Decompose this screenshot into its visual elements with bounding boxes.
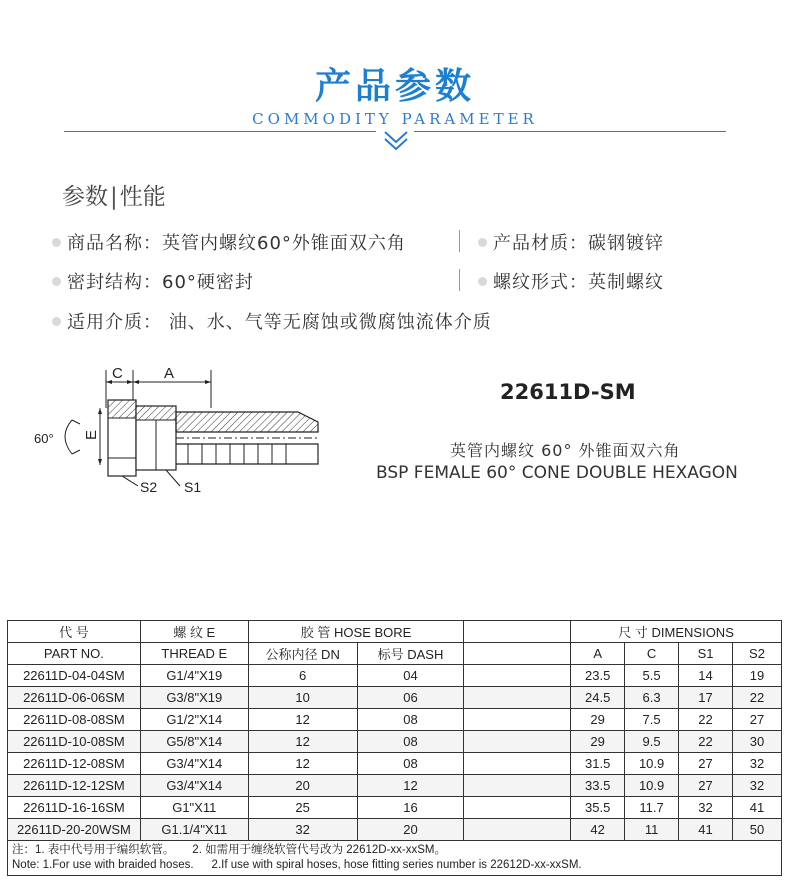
table-row [8, 819, 782, 841]
fitting-technical-drawing [28, 360, 338, 500]
header-blank [464, 643, 571, 665]
dim-label-c: C [112, 365, 123, 382]
cell-thread: G1/4"X19 [140, 665, 248, 687]
cell-a: 24.5 [571, 687, 625, 709]
dim-label-s1: S1 [184, 479, 202, 495]
param-thread-form-text: 螺纹形式：英制螺纹 [493, 272, 664, 293]
table-row [8, 687, 782, 709]
cell-blank [464, 753, 571, 775]
section-title-params: 参数 [62, 184, 108, 210]
header-code: 代 号 [8, 621, 141, 643]
cell-part: 22611D-08-08SM [8, 709, 141, 731]
cell-c: 9.5 [625, 731, 679, 753]
param-seal-text: 密封结构：60°硬密封 [67, 272, 254, 293]
params-section-title [62, 178, 166, 211]
header-s1: S1 [679, 643, 733, 665]
header-hose-bore: 胶 管 HOSE BORE [248, 621, 464, 643]
product-name-en: BSP FEMALE 60° CONE DOUBLE HEXAGON [376, 463, 738, 483]
table-notes [8, 841, 782, 876]
header-c: C [625, 643, 679, 665]
cell-dash: 08 [357, 731, 464, 753]
cell-dn: 20 [248, 775, 357, 797]
cell-part: 22611D-06-06SM [8, 687, 141, 709]
header-dash: 标号 DASH [357, 643, 464, 665]
cell-dn: 25 [248, 797, 357, 819]
page-title: 产品参数 [314, 66, 475, 107]
header-dn: 公称内径 DN [248, 643, 357, 665]
header-a: A [571, 643, 625, 665]
table-notes-row [8, 841, 782, 876]
param-material-text: 产品材质：碳钢镀锌 [493, 233, 664, 254]
cell-blank [464, 709, 571, 731]
cell-s2: 32 [732, 775, 781, 797]
cell-a: 29 [571, 709, 625, 731]
cell-blank [464, 665, 571, 687]
notes-line-cn [12, 843, 781, 858]
dimensions-table [7, 620, 782, 876]
cell-dn: 12 [248, 709, 357, 731]
param-product-name [52, 229, 406, 255]
param-medium [52, 308, 492, 334]
cell-dn: 12 [248, 753, 357, 775]
cell-thread: G5/8"X14 [140, 731, 248, 753]
cell-s2: 50 [732, 819, 781, 841]
param-product-name-text: 商品名称：英管内螺纹60°外锥面双六角 [67, 233, 406, 254]
cell-c: 7.5 [625, 709, 679, 731]
table-row [8, 775, 782, 797]
product-name-cn: 英管内螺纹 60° 外锥面双六角 [450, 441, 681, 460]
cell-s1: 27 [679, 753, 733, 775]
cell-dash: 20 [357, 819, 464, 841]
cell-blank [464, 819, 571, 841]
cell-s1: 41 [679, 819, 733, 841]
header-part-no: PART NO. [8, 643, 141, 665]
notes-line-en [12, 858, 781, 873]
cell-blank [464, 731, 571, 753]
cell-dash: 08 [357, 709, 464, 731]
cell-a: 35.5 [571, 797, 625, 819]
dim-label-s2: S2 [140, 479, 158, 495]
param-divider [459, 230, 460, 252]
note-en-1: Note: 1.For use with braided hoses. [12, 859, 194, 871]
cell-blank [464, 797, 571, 819]
cell-s2: 30 [732, 731, 781, 753]
param-thread-form [478, 268, 664, 294]
cell-blank [464, 775, 571, 797]
dim-label-e: E [83, 429, 100, 440]
cell-part: 22611D-16-16SM [8, 797, 141, 819]
cell-c: 6.3 [625, 687, 679, 709]
cell-thread: G3/4"X14 [140, 753, 248, 775]
cell-dn: 32 [248, 819, 357, 841]
cell-part: 22611D-12-08SM [8, 753, 141, 775]
note-cn-1: 注：1. 表中代号用于编织软管。 [12, 844, 175, 856]
cell-a: 31.5 [571, 753, 625, 775]
note-en-2: 2.If use with spiral hoses, hose fitting series number is 22612D-xx-xxSM. [211, 859, 582, 871]
cell-dash: 08 [357, 753, 464, 775]
header-blank [464, 621, 571, 643]
table-row [8, 753, 782, 775]
note-cn-2: 2. 如需用于缠绕软管代号改为 22612D-xx-xxSM。 [192, 844, 446, 856]
cell-dash: 12 [357, 775, 464, 797]
cell-thread: G3/8"X19 [140, 687, 248, 709]
dim-label-angle: 60° [34, 431, 54, 446]
cell-dn: 12 [248, 731, 357, 753]
section-title-separator: | [110, 184, 118, 210]
cell-c: 11 [625, 819, 679, 841]
cell-thread: G1.1/4"X11 [140, 819, 248, 841]
section-title-performance: 性能 [119, 184, 166, 210]
table-header-row [8, 621, 782, 643]
product-code: 22611D-SM [500, 380, 636, 404]
cell-a: 29 [571, 731, 625, 753]
param-divider [459, 269, 460, 291]
header-dimensions: 尺 寸 DIMENSIONS [571, 621, 782, 643]
cell-part: 22611D-20-20WSM [8, 819, 141, 841]
bullet-icon [52, 317, 61, 326]
bullet-icon [478, 277, 487, 286]
cell-dn: 10 [248, 687, 357, 709]
cell-s1: 27 [679, 775, 733, 797]
cell-thread: G1/2"X14 [140, 709, 248, 731]
table-row [8, 731, 782, 753]
table-row [8, 709, 782, 731]
cell-s2: 19 [732, 665, 781, 687]
header-thread-e: THREAD E [140, 643, 248, 665]
cell-a: 33.5 [571, 775, 625, 797]
cell-dash: 16 [357, 797, 464, 819]
cell-c: 10.9 [625, 753, 679, 775]
header-s2: S2 [732, 643, 781, 665]
chevron-down-icon [382, 129, 410, 153]
bullet-icon [52, 238, 61, 247]
cell-thread: G1"X11 [140, 797, 248, 819]
bullet-icon [478, 238, 487, 247]
cell-s1: 32 [679, 797, 733, 819]
cell-dash: 06 [357, 687, 464, 709]
cell-part: 22611D-04-04SM [8, 665, 141, 687]
cell-c: 11.7 [625, 797, 679, 819]
cell-s2: 27 [732, 709, 781, 731]
cell-s1: 22 [679, 731, 733, 753]
table-row [8, 797, 782, 819]
cell-s1: 14 [679, 665, 733, 687]
cell-dash: 04 [357, 665, 464, 687]
cell-s1: 22 [679, 709, 733, 731]
cell-s2: 41 [732, 797, 781, 819]
cell-thread: G3/4"X14 [140, 775, 248, 797]
cell-c: 10.9 [625, 775, 679, 797]
header-divider-left [64, 131, 376, 132]
param-medium-text: 适用介质： 油、水、气等无腐蚀或微腐蚀流体介质 [67, 312, 492, 333]
header-divider-right [414, 131, 726, 132]
cell-part: 22611D-10-08SM [8, 731, 141, 753]
cell-s2: 22 [732, 687, 781, 709]
page-subtitle: COMMODITY PARAMETER [252, 110, 538, 128]
cell-s2: 32 [732, 753, 781, 775]
cell-part: 22611D-12-12SM [8, 775, 141, 797]
cell-a: 23.5 [571, 665, 625, 687]
cell-c: 5.5 [625, 665, 679, 687]
param-seal [52, 268, 254, 294]
cell-blank [464, 687, 571, 709]
param-material [478, 229, 664, 255]
cell-a: 42 [571, 819, 625, 841]
table-row [8, 665, 782, 687]
table-header-row [8, 643, 782, 665]
bullet-icon [52, 277, 61, 286]
header-thread-cn: 螺 纹 E [140, 621, 248, 643]
cell-dn: 6 [248, 665, 357, 687]
cell-s1: 17 [679, 687, 733, 709]
dim-label-a: A [164, 365, 175, 382]
